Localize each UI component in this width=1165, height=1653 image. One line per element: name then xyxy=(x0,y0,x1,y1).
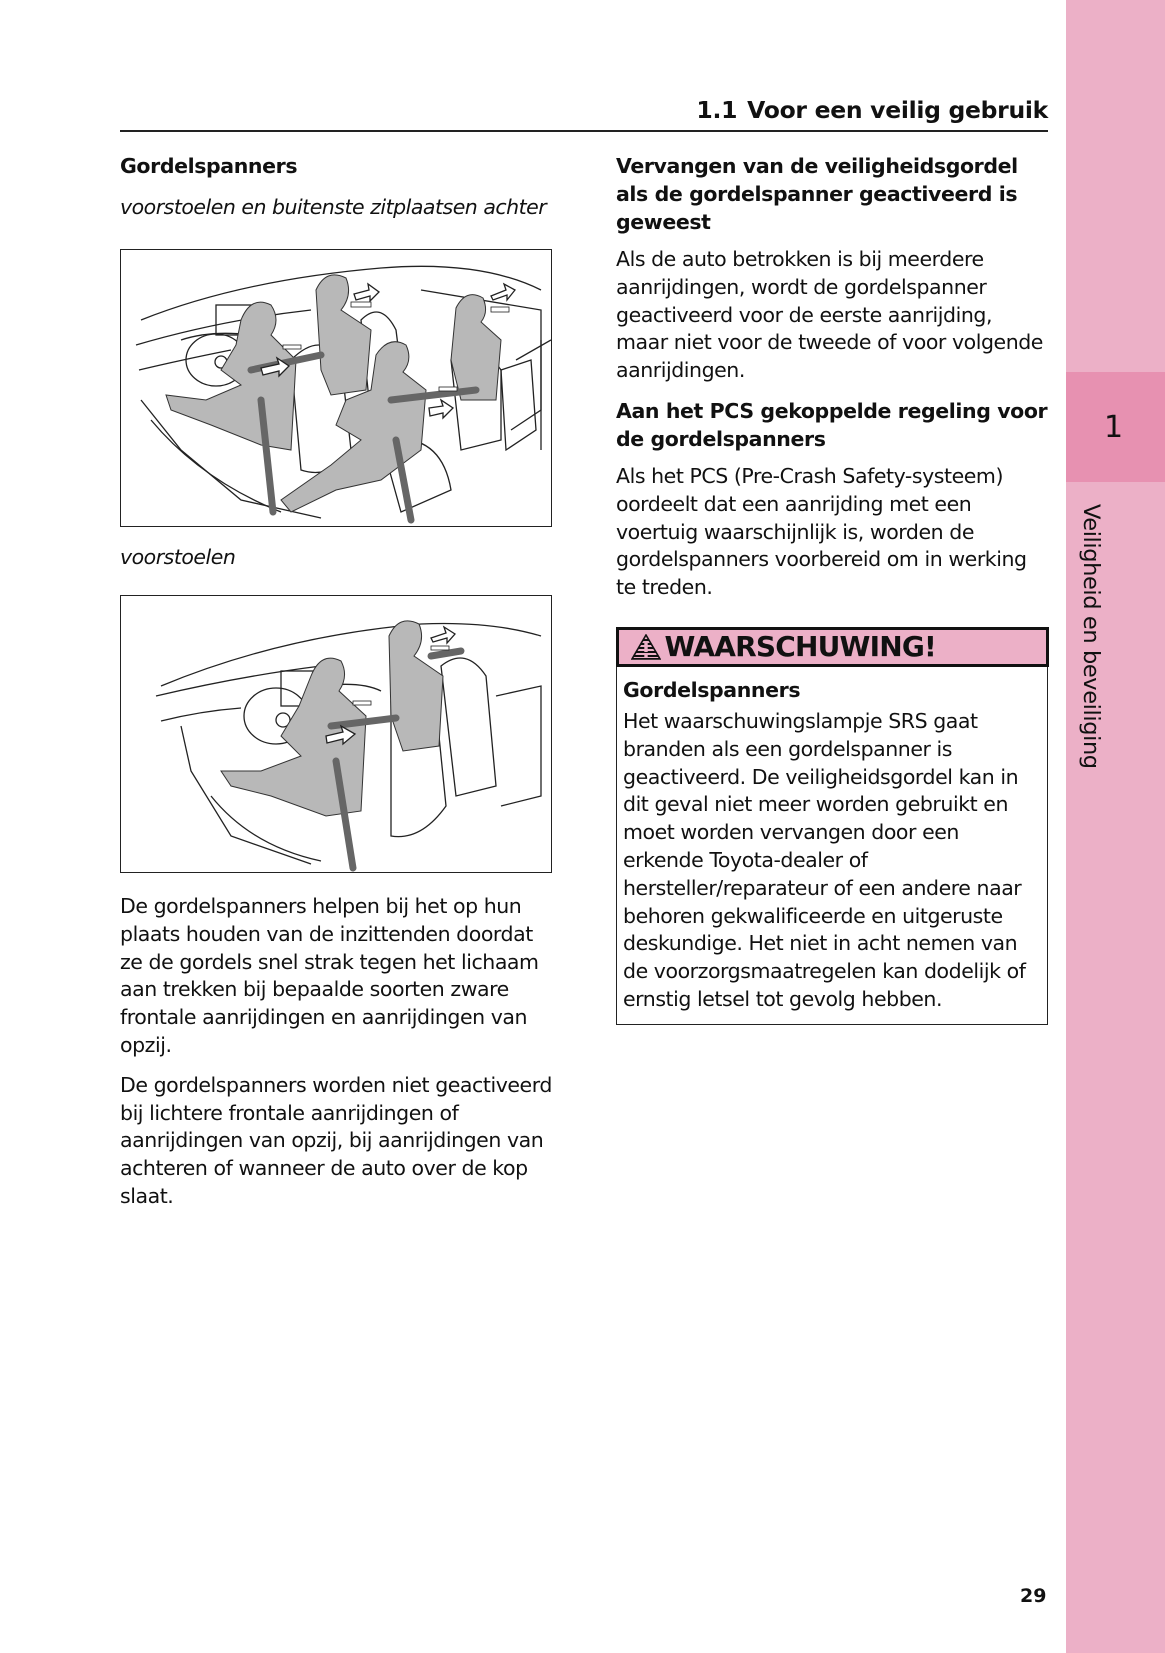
seatbelt-pretensioner-front-illustration-icon xyxy=(121,596,552,873)
paragraph-pretensioner-not-activated: De gordelspanners worden niet geactiveerd bij lichtere frontale aanrijdingen of aanrijdingen van opzij, bij aanrijdingen van achteren of wanneer de auto over de kop slaat. xyxy=(120,1072,552,1208)
warning-triangle-icon xyxy=(631,634,661,660)
section-number: 1.1 xyxy=(696,96,738,124)
warning-title: WAARSCHUWING! xyxy=(664,630,937,664)
heading-pcs-linked-control: Aan het PCS gekoppelde regeling voor de gordelspanners xyxy=(616,398,1048,451)
heading-replace-seatbelt: Vervangen van de veiligheidsgordel als de gordelspanner geactiveerd is geweest xyxy=(616,154,1018,234)
chapter-thumb-tab[interactable] xyxy=(1066,0,1165,1653)
chapter-label: Veiligheid en beveiliging xyxy=(1078,504,1104,769)
heading-gordelspanners: Gordelspanners xyxy=(120,154,298,178)
warning-subheading: Gordelspanners xyxy=(623,677,801,702)
paragraph-pcs-linked-control: Als het PCS (Pre-Crash Safety-systeem) oordeelt dat een aanrijding met een voertuig waarschijnlijk is, worden de gordelspanners voorbereid om in werking te treden. xyxy=(616,463,1027,600)
caption-front-seats: voorstoelen xyxy=(120,545,236,569)
figure-front-and-rear-pretensioners xyxy=(120,249,552,527)
header-divider xyxy=(120,130,1048,132)
figure-front-seat-pretensioners xyxy=(120,595,552,873)
right-column xyxy=(616,150,1048,1025)
caption-front-and-rear: voorstoelen en buitenste zitplaatsen achter xyxy=(120,195,547,219)
section-header xyxy=(696,96,1048,124)
warning-header xyxy=(616,627,1049,667)
left-column xyxy=(120,150,552,1211)
seatbelt-pretensioner-illustration-icon xyxy=(121,250,552,527)
paragraph-replace-seatbelt: Als de auto betrokken is bij meerdere aanrijdingen, wordt de gordelspanner geactiveerd voor de eerste aanrijding, maar niet voor de tweede of voor volgende aanrijdingen. xyxy=(616,247,1043,383)
chapter-number: 1 xyxy=(1103,409,1124,445)
warning-text: Het waarschuwingslampje SRS gaat branden als een gordelspanner is geactiveerd. De veiligheidsgordel kan in dit geval niet meer worden gebruikt en moet worden vervangen door een erkende Toyota-dealer of hersteller/reparateur of een andere naar behoren gekwalificeerde en uitgeruste deskundige. Het niet in acht nemen van de voorzorgsmaatregelen kan dodelijk of ernstig letsel tot gevolg hebben. xyxy=(623,708,1026,1011)
chapter-number-box xyxy=(1066,372,1165,482)
section-title: Voor een veilig gebruik xyxy=(747,96,1048,124)
warning-body xyxy=(617,666,1047,1024)
page-number: 29 xyxy=(1020,1585,1047,1607)
paragraph-pretensioner-function: De gordelspanners helpen bij het op hun plaats houden van de inzittenden doordat ze de gordels snel strak tegen het lichaam aan trekken bij bepaalde soorten zware frontale aanrijdingen en aanrijdingen van opzij. xyxy=(120,894,539,1057)
warning-box xyxy=(616,628,1048,1025)
